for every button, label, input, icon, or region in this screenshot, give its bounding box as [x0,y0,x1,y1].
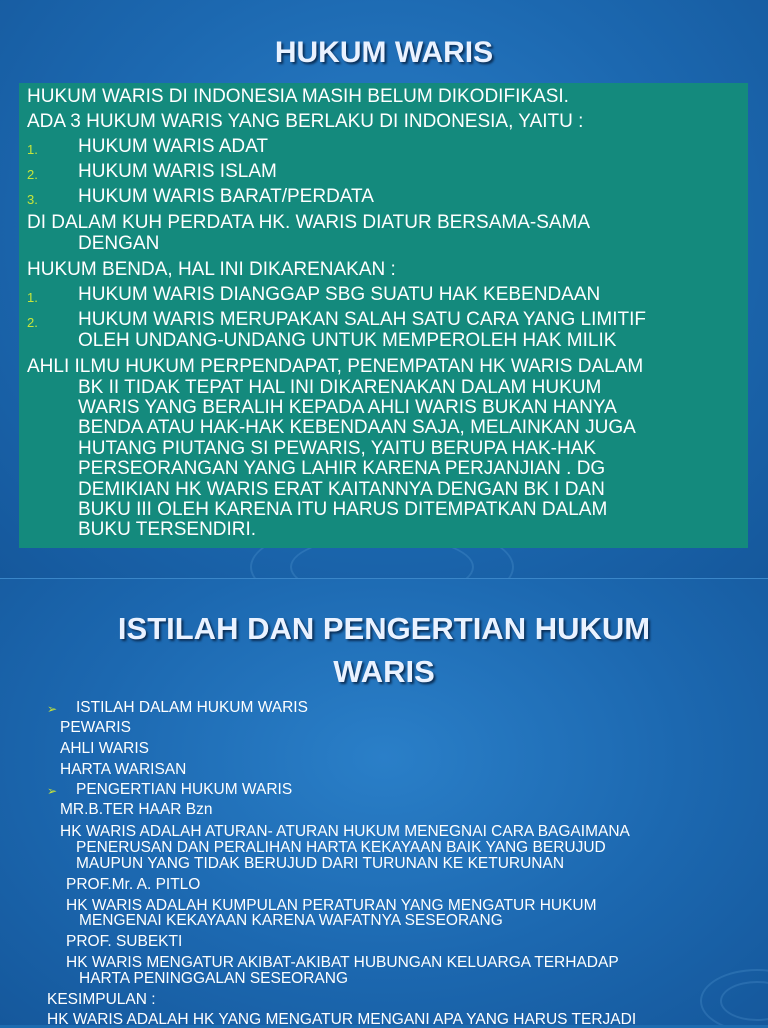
text-line: DEMIKIAN HK WARIS ERAT KAITANNYA DENGAN BK I DAN [78,479,605,500]
text-line: WARIS YANG BERALIH KEPADA AHLI WARIS BUKAN HANYA [78,397,617,418]
text-line: BENDA ATAU HAK-HAK KEBENDAAN SAJA, MELAINKAN JUGA [78,417,636,438]
text-line: DENGAN [78,233,160,254]
sub-item: PEWARIS [60,719,131,736]
text-line: HUTANG PIUTANG SI PEWARIS, YAITU BERUPA HAK-HAK [78,438,597,459]
list-item: HUKUM WARIS DIANGGAP SBG SUATU HAK KEBENDAAN [78,284,601,305]
author-name: MR.B.TER HAAR Bzn [60,801,213,818]
definition-line: MAUPUN YANG TIDAK BERUJUD DARI TURUNAN KE KETURUNAN [76,855,565,872]
author-name: PROF.Mr. A. PITLO [66,876,201,893]
list-item: HUKUM WARIS ISLAM [78,161,277,182]
text-line: PERSEORANGAN YANG LAHIR KARENA PERJANJIAN . DG [78,458,606,479]
text-line: BUKU TERSENDIRI. [78,519,257,540]
conclusion-line: HK WARIS ADALAH HK YANG MENGATUR MENGANI APA YANG HARUS TERJADI [47,1011,637,1028]
conclusion-label: KESIMPULAN : [47,991,156,1008]
definition-line: HK WARIS MENGATUR AKIBAT-AKIBAT HUBUNGAN KELUARGA TERHADAP [66,954,619,971]
text-line: BUKU III OLEH KARENA ITU HARUS DITEMPATKAN DALAM [78,499,608,520]
text-line: ADA 3 HUKUM WARIS YANG BERLAKU DI INDONESIA, YAITU : [27,111,584,132]
bullet-arrow-icon: ➢ [47,702,58,716]
slide-title-line: ISTILAH DAN PENGERTIAN HUKUM [117,611,651,646]
list-number: 1. [27,142,38,157]
slide-title: HUKUM WARIS [274,36,494,69]
list-item: HUKUM WARIS BARAT/PERDATA [78,186,374,207]
list-item: HUKUM WARIS MERUPAKAN SALAH SATU CARA YANG LIMITIF [78,309,646,330]
definition-line: HK WARIS ADALAH KUMPULAN PERATURAN YANG MENGATUR HUKUM [66,897,597,914]
definition-line: HK WARIS ADALAH ATURAN- ATURAN HUKUM MENEGNAI CARA BAGAIMANA [60,823,630,840]
text-line: BK II TIDAK TEPAT HAL INI DIKARENAKAN DALAM HUKUM [78,377,602,398]
list-item: HUKUM WARIS ADAT [78,136,269,157]
slide-title [0,607,768,693]
bullet-item: ISTILAH DALAM HUKUM WARIS [76,699,308,716]
definition-line: MENGENAI KEKAYAAN KARENA WAFATNYA SESEORANG [79,912,503,929]
slide-title-line: WARIS [333,654,435,689]
list-number: 2. [27,315,38,330]
bullet-item: PENGERTIAN HUKUM WARIS [76,781,293,798]
text-line: DI DALAM KUH PERDATA HK. WARIS DIATUR BERSAMA-SAMA [27,212,591,233]
definition-line: HARTA PENINGGALAN SESEORANG [79,970,349,987]
list-number: 2. [27,167,38,182]
list-number: 3. [27,192,38,207]
sub-item: HARTA WARISAN [60,761,187,778]
bullet-arrow-icon: ➢ [47,784,58,798]
author-name: PROF. SUBEKTI [66,933,183,950]
sub-item: AHLI WARIS [60,740,149,757]
definition-line: PENERUSAN DAN PERALIHAN HARTA KEKAYAAN BAIK YANG BERUJUD [76,839,606,856]
text-line: AHLI ILMU HUKUM PERPENDAPAT, PENEMPATAN HK WARIS DALAM [27,356,644,377]
text-line: HUKUM BENDA, HAL INI DIKARENAKAN : [27,259,396,280]
list-item: OLEH UNDANG-UNDANG UNTUK MEMPEROLEH HAK MILIK [78,330,617,351]
list-number: 1. [27,290,38,305]
text-line: HUKUM WARIS DI INDONESIA MASIH BELUM DIKODIFIKASI. [27,86,569,107]
content-box [19,83,748,548]
